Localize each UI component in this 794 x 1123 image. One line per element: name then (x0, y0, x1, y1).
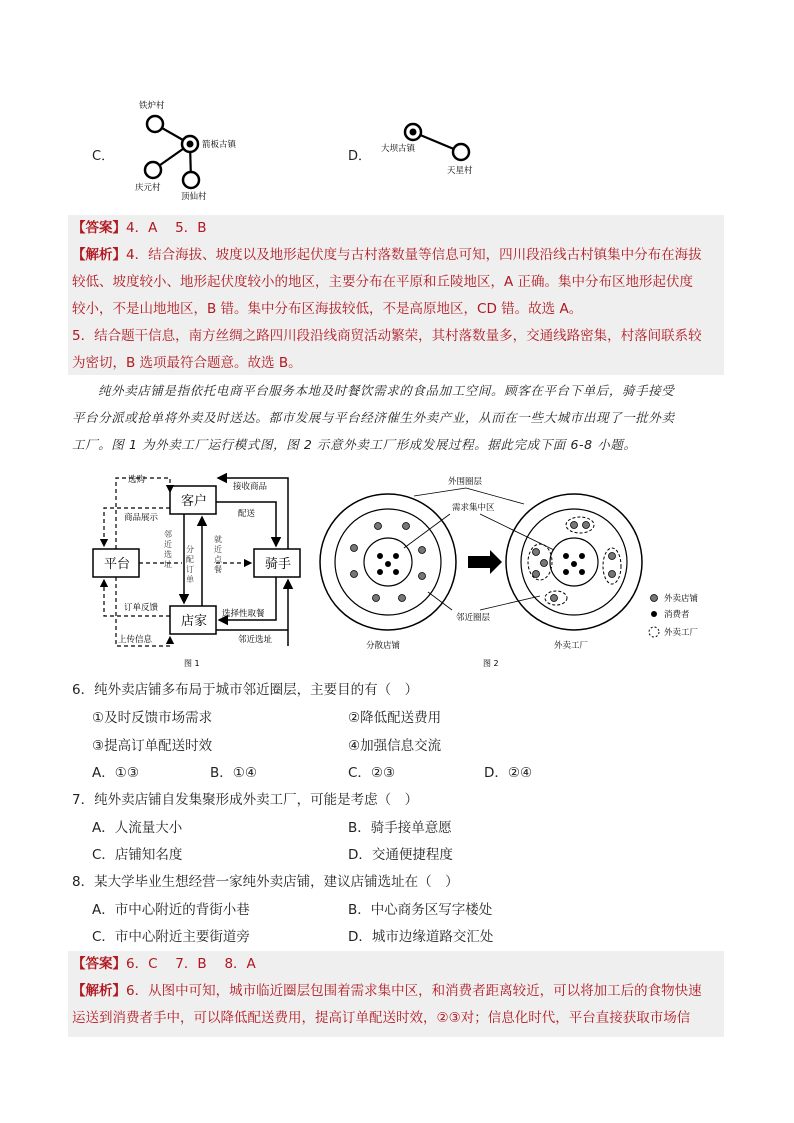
legend-consumer-icon (651, 611, 657, 617)
edge-label: 邻近选址 (238, 635, 273, 645)
choice-d[interactable]: D．②④ (484, 765, 533, 781)
edge-label: 接收商品 (233, 482, 268, 492)
option-d-label: D． (348, 149, 372, 164)
analysis-line: 【解析】4．结合海拔、坡度以及地形起伏度与古村落数量等信息可知，四川段沿线古村镇集中分布在海拔 (72, 247, 702, 263)
answer-tag: 【答案】 (72, 956, 126, 972)
choice-c[interactable]: C．店铺知名度 (92, 847, 183, 863)
arrow-icon (468, 550, 502, 574)
legend-label: 消费者 (664, 610, 690, 620)
node-label: 大坝古镇 (381, 144, 416, 154)
node-label: 顶仙村 (181, 192, 207, 202)
passage-line: 平台分派或抢单将外卖及时送达。都市发展与平台经济催生外卖产业，从而在一些大城市出现了一批外卖 (72, 410, 675, 425)
legend-label: 外卖工厂 (664, 628, 699, 638)
question-item: ③提高订单配送时效 (92, 738, 213, 754)
ring-label: 需求集中区 (452, 503, 495, 513)
village-node (147, 116, 163, 132)
question-item: ①及时反馈市场需求 (92, 710, 213, 726)
edge-label-vertical: 邻近选址 (164, 530, 172, 569)
choice-d[interactable]: D．城市边缘道路交汇处 (348, 929, 494, 945)
village-node (183, 172, 199, 188)
analysis-line: 较小，不是山地地区，B 错。集中分布区海拔较低，不是高原地区，CD 错。故选 A。 (72, 301, 583, 317)
analysis-line: 为密切，B 选项最符合题意。故选 B。 (72, 355, 302, 371)
choice-a[interactable]: A．市中心附近的背街小巷 (92, 902, 250, 918)
edge-label: 配送 (238, 509, 256, 519)
answer-line-1 (72, 215, 724, 242)
edge-label: 上传信息 (118, 635, 153, 645)
answer-line-2 (72, 951, 724, 978)
choice-a[interactable]: A．人流量大小 (92, 820, 183, 836)
figure-1-flowchart (88, 470, 318, 668)
edge-label: 订单反馈 (124, 603, 159, 613)
shop-label: 店家 (181, 614, 208, 629)
option-c-label: C． (92, 149, 115, 164)
ring-label: 外围圈层 (448, 477, 483, 487)
answer-text: 4．A 5．B (126, 220, 207, 236)
consumer-dots-left (377, 553, 399, 575)
legend-shop-icon (651, 595, 658, 602)
figure-caption: 图 2 (483, 659, 499, 668)
edge-label-vertical: 分配订单 (186, 545, 194, 584)
choice-c[interactable]: C．②③ (348, 765, 396, 781)
panel-caption: 分散店铺 (366, 641, 401, 651)
legend-factory-icon (649, 627, 659, 637)
analysis-tag: 【解析】 (72, 983, 126, 999)
figure-caption: 图 1 (184, 659, 200, 668)
question-8-stem: 8．某大学毕业生想经营一家纯外卖店铺，建议店铺选址在（ ） (72, 874, 459, 890)
ring-label: 邻近圈层 (456, 613, 491, 623)
node-label: 庆元村 (135, 183, 161, 193)
customer-label: 客户 (181, 494, 208, 509)
option-d-diagram (375, 118, 495, 180)
option-c-diagram (125, 92, 285, 202)
figure-2-diagram (318, 470, 718, 670)
question-item: ④加强信息交流 (348, 738, 442, 754)
consumer-dots-right (563, 553, 585, 575)
rider-label: 骑手 (265, 557, 292, 572)
answer-text: 6．C 7．B 8．A (126, 956, 256, 972)
choice-c[interactable]: C．市中心附近主要街道旁 (92, 929, 250, 945)
edge-label: 选择性取餐 (222, 609, 265, 619)
answer-tag: 【答案】 (72, 220, 126, 236)
analysis-line: 运送到消费者手中，可以降低配送费用，提高订单配送时效，②③对；信息化时代，平台直接获取市场信 (72, 1010, 691, 1026)
passage-line: 纯外卖店铺是指依托电商平台服务本地及时餐饮需求的食品加工空间。顾客在平台下单后，骑手接受 (98, 383, 675, 398)
analysis-line: 较低、坡度较小、地形起伏度较小的地区，主要分布在平原和丘陵地区，A 正确。集中分布区地形起伏度 (72, 274, 694, 290)
node-label: 天星村 (447, 166, 473, 176)
question-7-stem: 7．纯外卖店铺自发集聚形成外卖工厂，可能是考虑（ ） (72, 792, 419, 808)
panel-caption: 外卖工厂 (554, 641, 589, 651)
node-label: 铁炉村 (139, 101, 165, 111)
node-label: 箭板古镇 (202, 140, 237, 150)
village-node (145, 162, 161, 178)
analysis-tag: 【解析】 (72, 247, 126, 263)
question-item: ②降低配送费用 (348, 710, 442, 726)
choice-d[interactable]: D．交通便捷程度 (348, 847, 453, 863)
choice-b[interactable]: B．①④ (210, 765, 257, 781)
choice-a[interactable]: A．①③ (92, 765, 139, 781)
platform-label: 平台 (104, 557, 131, 572)
legend-label: 外卖店铺 (664, 594, 699, 604)
passage-line: 工厂。图 1 为外卖工厂运行模式图，图 2 示意外卖工厂形成发展过程。据此完成下面 6-8 小题。 (72, 437, 637, 452)
choice-b[interactable]: B．中心商务区写字楼处 (348, 902, 493, 918)
edge-label: 商品展示 (124, 513, 159, 523)
analysis-line: 5．结合题干信息，南方丝绸之路四川段沿线商贸活动繁荣，其村落数量多，交通线路密集，村落间联系较 (72, 328, 702, 344)
analysis-line: 【解析】6．从图中可知，城市临近圈层包围着需求集中区，和消费者距离较近，可以将加工后的食物快速 (72, 983, 702, 999)
edge-label: 选购 (128, 475, 146, 485)
question-6-stem: 6．纯外卖店铺多布局于城市邻近圈层，主要目的有（ ） (72, 682, 419, 698)
edge-label-vertical: 就近点餐 (214, 535, 222, 574)
village-node (453, 144, 469, 160)
choice-b[interactable]: B．骑手接单意愿 (348, 820, 452, 836)
